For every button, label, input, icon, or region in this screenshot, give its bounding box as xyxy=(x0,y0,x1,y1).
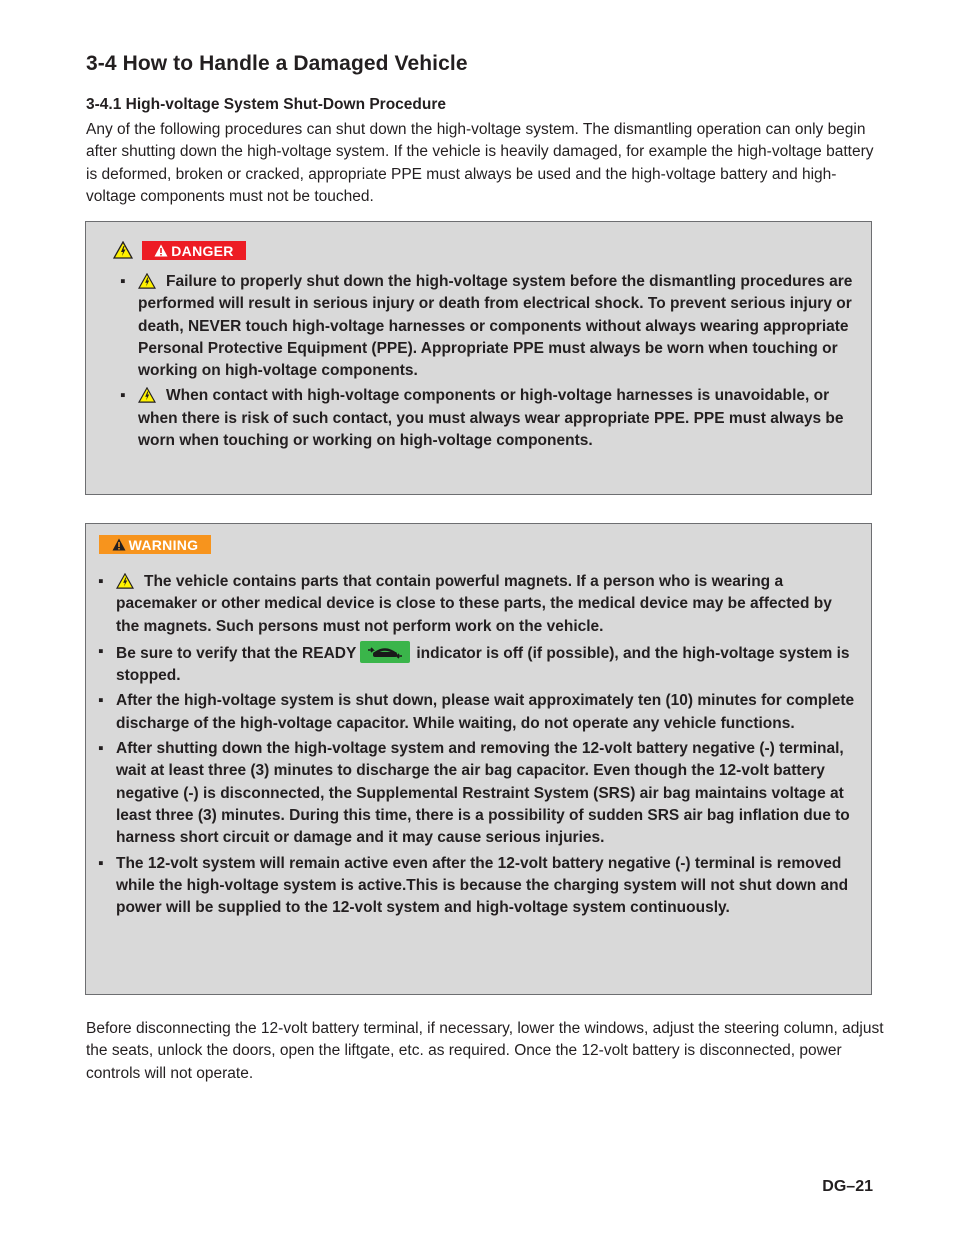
list-item xyxy=(98,853,858,920)
bullet-icon: ▪ xyxy=(98,692,104,710)
warning-badge xyxy=(99,535,211,554)
list-item xyxy=(98,571,858,638)
bullet-icon: ▪ xyxy=(98,854,104,872)
alert-triangle-icon xyxy=(112,538,126,551)
warning-item-text: After the high-voltage system is shut down, please wait approximately ten (10) minutes for complete discharge of the high-voltage capacitor. While waiting, do not operate any vehicle functions. xyxy=(116,692,855,732)
high-voltage-warning-icon xyxy=(138,273,156,289)
danger-badge xyxy=(142,241,246,260)
list-item xyxy=(120,385,858,452)
list-item xyxy=(98,641,858,688)
warning-item-text: The 12-volt system will remain active even after the 12-volt battery negative (-) terminal is removed while the high-voltage system is active.This is because the charging system will not shut down and power will be supplied to the 12-volt system and high-voltage system continuously. xyxy=(116,854,849,917)
outro-paragraph: Before disconnecting the 12-volt battery terminal, if necessary, lower the windows, adjust the steering column, adjust the seats, unlock the doors, open the liftgate, etc. as required. Once the 12-volt battery is disconnected, power controls will not operate. xyxy=(86,1020,884,1082)
warning-item-text: indicator is off (if possible), and the high-voltage system is stopped. xyxy=(116,644,850,685)
bullet-icon: ▪ xyxy=(120,387,126,405)
section-title: 3-4 How to Handle a Damaged Vehicle xyxy=(86,52,468,75)
bullet-icon: ▪ xyxy=(98,740,104,758)
bullet-icon: ▪ xyxy=(120,273,126,290)
alert-triangle-icon xyxy=(154,244,168,257)
high-voltage-warning-icon xyxy=(138,387,156,403)
subsection-title: 3-4.1 High-voltage System Shut-Down Procedure xyxy=(86,96,447,113)
danger-item-text: Failure to properly shut down the high-voltage system before the dismantling procedures are performed will result in serious injury or death from electrical shock. To prevent serious injury or death, NEVER touch high-voltage harnesses or components without always wearing appropriate Personal Protective Equipment (PPE). Appropriate PPE must always be worn when touching or working on high-voltage components. xyxy=(138,273,853,380)
list-item xyxy=(120,271,858,382)
list-item xyxy=(98,738,858,849)
danger-item-text: When contact with high-voltage components or high-voltage harnesses is unavoidable, or when there is risk of such contact, you must always wear appropriate PPE. PPE must always be worn when touching or working on high-voltage components. xyxy=(138,387,844,450)
danger-badge-label: DANGER xyxy=(171,242,234,259)
warning-item-text: The vehicle contains parts that contain powerful magnets. If a person who is wearing a pacemaker or other medical device is close to these parts, the medical device may be affected by the magnets. Such persons must not perform work on the vehicle. xyxy=(116,573,832,635)
list-item xyxy=(98,690,858,735)
danger-box xyxy=(85,221,872,495)
high-voltage-warning-icon xyxy=(116,573,134,589)
danger-list xyxy=(120,271,858,455)
warning-list xyxy=(98,571,858,922)
page-number: DG–21 xyxy=(822,1178,873,1195)
warning-box xyxy=(85,523,872,995)
high-voltage-warning-icon xyxy=(113,241,133,259)
intro-paragraph: Any of the following procedures can shut down the high-voltage system. The dismantling operation can only begin after shutting down the high-voltage system. If the vehicle is heavily damaged, for example the high-voltage battery is deformed, broken or cracked, appropriate PPE must always be used and the high-voltage battery and high-voltage components must not be touched. xyxy=(86,121,874,206)
warning-item-text: After shutting down the high-voltage system and removing the 12-volt battery negative (-) terminal, wait at least three (3) minutes to discharge the air bag capacitor. Even though the 12-volt battery negative (-) is disconnected, the Supplemental Restraint System (SRS) air bag maintains voltage at least three (3) minutes. During this time, there is a possibility of sudden SRS air bag inflation due to harness short circuit or damage and it may cause serious injuries. xyxy=(116,740,850,847)
warning-badge-label: WARNING xyxy=(128,536,199,553)
ready-indicator-icon xyxy=(360,641,410,663)
bullet-icon: ▪ xyxy=(98,573,104,590)
bullet-icon: ▪ xyxy=(98,642,104,660)
warning-item-text: Be sure to verify that the READY xyxy=(116,644,357,662)
